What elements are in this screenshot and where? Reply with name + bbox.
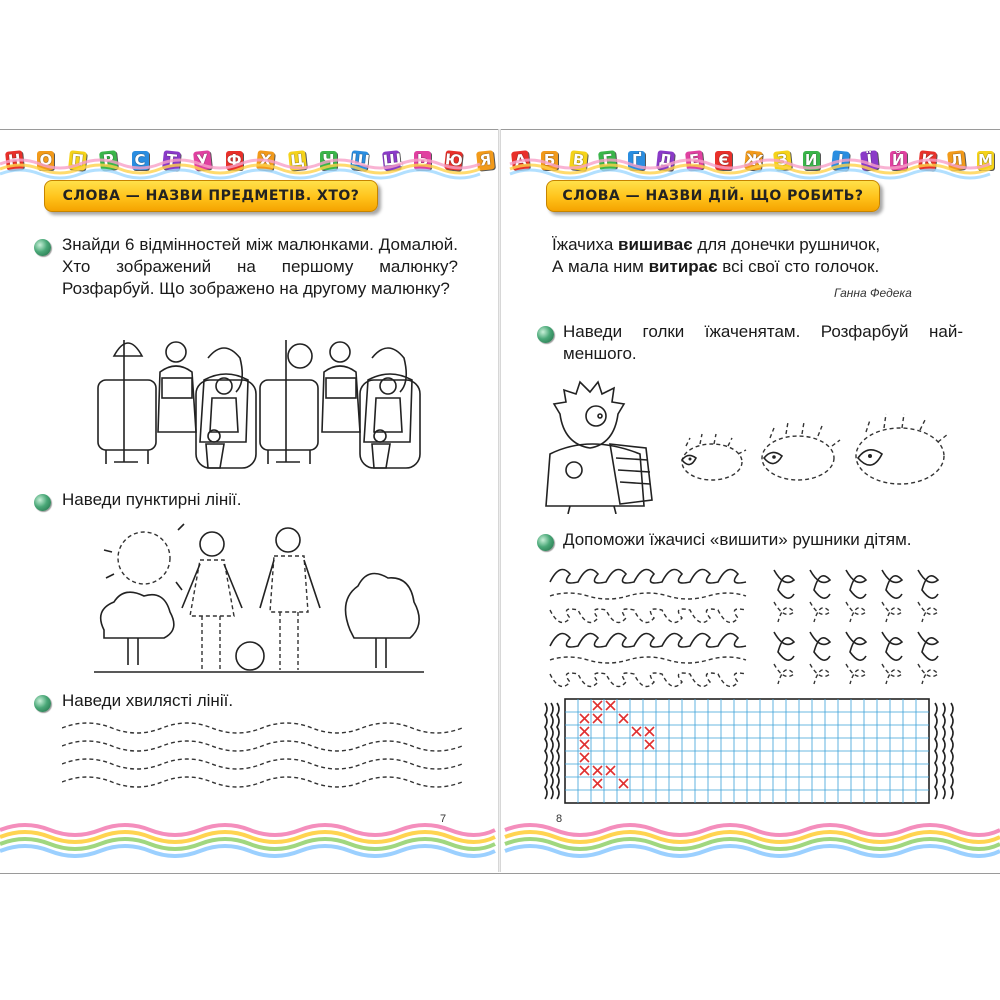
children-playground-illustration (84, 520, 434, 680)
alphabet-letter: Ц (289, 150, 305, 170)
hedgehog-family-illustration (540, 374, 960, 514)
task-bullet-icon (537, 326, 554, 343)
alphabet-letter: Є (715, 151, 732, 170)
alphabet-letter: Я (476, 150, 495, 171)
alphabet-letter: І (831, 150, 850, 171)
page-number-right: 8 (556, 813, 563, 825)
towel-cross-stitch-grid (543, 697, 963, 805)
alphabet-letter: Е (685, 150, 704, 171)
left-task3-text: Наведи хвилясті лінії. (62, 691, 234, 710)
alphabet-letter: Ж (743, 150, 764, 170)
alphabet-letter: М (978, 151, 993, 169)
right-page-heading: СЛОВА — НАЗВИ ДІЙ. ЩО РОБИТЬ? (546, 180, 880, 212)
alphabet-letter: З (773, 150, 792, 171)
alphabet-letter: Р (99, 150, 118, 171)
alphabet-letter: Ш (350, 150, 371, 171)
alphabet-letter: К (918, 150, 937, 171)
alphabet-letter: Д (658, 150, 674, 170)
alphabet-letter: Ч (320, 151, 337, 170)
alphabet-letter: Ґ (628, 151, 645, 170)
alphabet-letter: Ї (860, 150, 879, 171)
alphabet-letter: Ю (444, 150, 465, 170)
left-task1-text: Знайди 6 відмінностей між малюнками. Домалюй. Хто зображений на першому малюнку? Розфарбуй. Що зображено на другому малюнку? (62, 235, 458, 298)
poem (552, 234, 972, 278)
poem-line-2: А мала ним витирає всі свої сто голочок. (552, 257, 880, 276)
alphabet-letter: А (511, 150, 530, 171)
task-bullet-icon (34, 494, 51, 511)
alphabet-letter: Л (947, 150, 966, 171)
top-rainbow-waves (0, 150, 1000, 180)
alphabet-letter: Т (162, 150, 181, 171)
task-bullet-icon (537, 534, 554, 551)
alphabet-letter: П (68, 150, 87, 171)
alphabet-letter: Ь (414, 151, 431, 170)
poem-author: Ганна Федека (834, 286, 912, 300)
right-task1-text: Наведи голки їжаченятам. Розфарбуй найменшого. (563, 322, 963, 363)
alphabet-letter: Н (5, 150, 24, 171)
alphabet-letter: Б (541, 151, 558, 170)
alphabet-letter: Ф (226, 151, 242, 169)
alphabet-letter: В (569, 150, 588, 171)
task-bullet-icon (34, 695, 51, 712)
left-task2-text: Наведи пунктирні лінії. (62, 490, 242, 509)
alphabet-letter: С (132, 151, 149, 170)
embroidery-loop-patterns (548, 560, 958, 690)
alphabet-letter: У (193, 150, 212, 171)
alphabet-letter: Х (256, 150, 275, 171)
page-number-left: 7 (440, 813, 447, 825)
alphabet-letter: Г (598, 150, 617, 171)
bottom-rainbow-waves (0, 818, 1000, 858)
right-task2-text: Допоможи їжачисі «вишити» рушники дітям. (563, 530, 912, 549)
book-spine (498, 129, 501, 872)
task-bullet-icon (34, 239, 51, 256)
poem-line-1: Їжачиха вишиває для донечки рушничок, (552, 235, 881, 254)
alphabet-letter: И (803, 151, 820, 170)
alphabet-letter: Щ (381, 149, 404, 170)
wavy-lines-exercise (62, 718, 462, 790)
family-reading-illustration (96, 332, 466, 472)
left-page-heading: СЛОВА — НАЗВИ ПРЕДМЕТІВ. ХТО? (44, 180, 378, 212)
alphabet-letter: Й (890, 151, 907, 170)
alphabet-letter: О (37, 151, 54, 170)
